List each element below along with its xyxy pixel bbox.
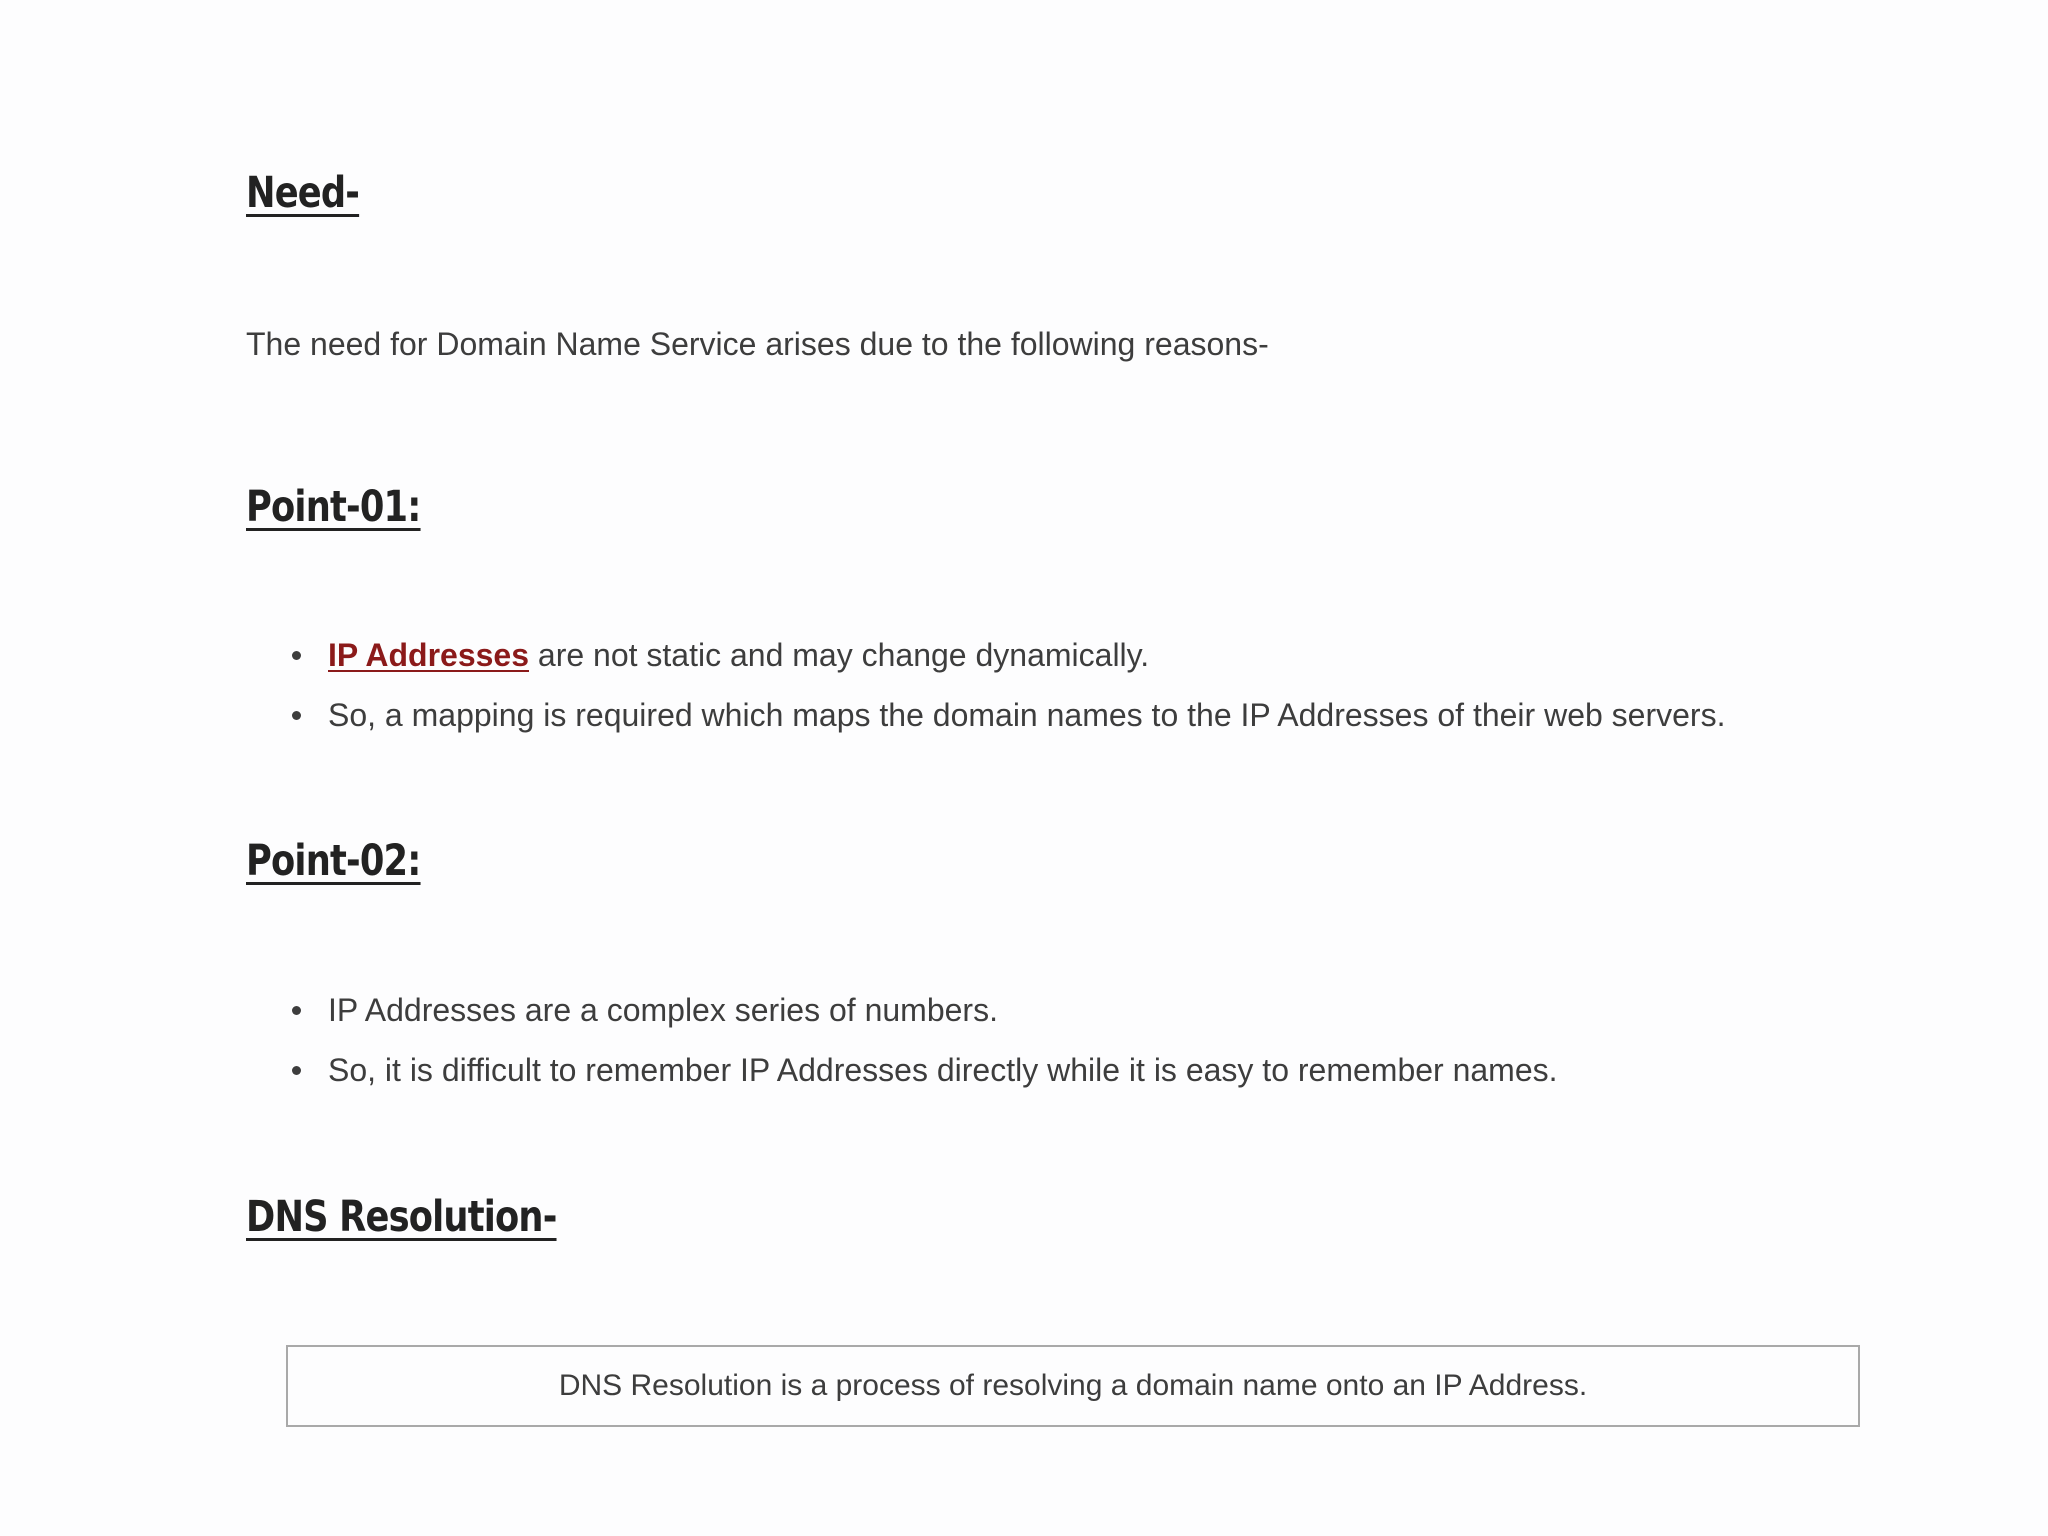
bullet-dot-icon — [292, 711, 301, 720]
heading-point-02: Point-02: — [246, 836, 421, 886]
list-item-text: IP Addresses are a complex series of numbers. — [328, 992, 998, 1028]
heading-need: Need- — [246, 168, 360, 218]
list-item — [246, 980, 1558, 1040]
list-item-text: So, it is difficult to remember IP Addresses directly while it is easy to remember names. — [328, 1052, 1558, 1088]
list-item — [246, 625, 1725, 685]
point-02-list — [246, 980, 1558, 1100]
bullet-dot-icon — [292, 651, 301, 660]
point-01-list — [246, 625, 1725, 745]
definition-box — [286, 1345, 1860, 1427]
heading-dns-resolution: DNS Resolution- — [246, 1192, 557, 1242]
heading-point-01: Point-01: — [246, 482, 421, 532]
ip-addresses-link[interactable]: IP Addresses — [328, 637, 529, 673]
list-item — [246, 1040, 1558, 1100]
bullet-dot-icon — [292, 1066, 301, 1075]
list-item — [246, 685, 1725, 745]
list-item-text: are not static and may change dynamically. — [529, 637, 1150, 673]
list-item-text: So, a mapping is required which maps the domain names to the IP Addresses of their web servers. — [328, 697, 1726, 733]
need-intro-text: The need for Domain Name Service arises due to the following reasons- — [246, 326, 1269, 362]
definition-text: DNS Resolution is a process of resolving a domain name onto an IP Address. — [558, 1369, 1588, 1402]
bullet-dot-icon — [292, 1006, 301, 1015]
